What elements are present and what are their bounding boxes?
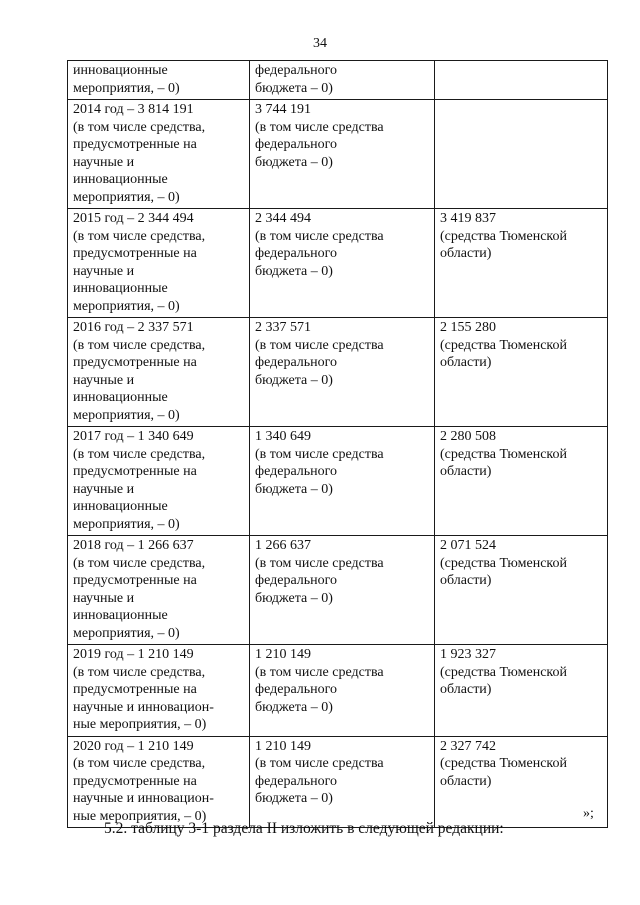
row-federal-cell: 1 210 149 (в том числе средства федерального бюджета – 0) xyxy=(250,645,435,737)
row-total-cell: 2019 год – 1 210 149 (в том числе средства, предусмотренные на научные и инновацион- ные мероприятия, – 0) xyxy=(68,645,250,737)
row-regional-cell: 1 923 327 (средства Тюменской области) xyxy=(435,645,608,737)
row-regional-cell xyxy=(435,100,608,209)
table-row xyxy=(68,645,608,737)
row-regional-cell xyxy=(435,61,608,100)
closing-quote-mark: »; xyxy=(583,806,594,821)
row-total-cell: 2016 год – 2 337 571 (в том числе средства, предусмотренные на научные и инновационные мероприятия, – 0) xyxy=(68,318,250,427)
row-federal-cell: 1 266 637 (в том числе средства федерального бюджета – 0) xyxy=(250,536,435,645)
row-regional-cell: 2 280 508 (средства Тюменской области) xyxy=(435,427,608,536)
budget-table xyxy=(67,60,608,828)
table-row xyxy=(68,427,608,536)
table-row xyxy=(68,318,608,427)
page-number: 34 xyxy=(313,36,327,51)
row-regional-cell: 2 071 524 (средства Тюменской области) xyxy=(435,536,608,645)
table-row xyxy=(68,61,608,100)
table-row xyxy=(68,209,608,318)
row-federal-cell: федерального бюджета – 0) xyxy=(250,61,435,100)
row-total-cell: 2015 год – 2 344 494 (в том числе средства, предусмотренные на научные и инновационные мероприятия, – 0) xyxy=(68,209,250,318)
row-federal-cell: 3 744 191 (в том числе средства федерального бюджета – 0) xyxy=(250,100,435,209)
row-federal-cell: 1 340 649 (в том числе средства федерального бюджета – 0) xyxy=(250,427,435,536)
table-row xyxy=(68,100,608,209)
table-row xyxy=(68,536,608,645)
row-total-cell: инновационные мероприятия, – 0) xyxy=(68,61,250,100)
row-total-cell: 2018 год – 1 266 637 (в том числе средства, предусмотренные на научные и инновационные мероприятия, – 0) xyxy=(68,536,250,645)
row-regional-cell: 3 419 837 (средства Тюменской области) xyxy=(435,209,608,318)
row-regional-cell: 2 327 742 (средства Тюменской области) xyxy=(435,736,608,828)
row-regional-cell: 2 155 280 (средства Тюменской области) xyxy=(435,318,608,427)
row-total-cell: 2020 год – 1 210 149 (в том числе средства, предусмотренные на научные и инновацион- ные мероприятия, – 0) xyxy=(68,736,250,828)
row-federal-cell: 2 344 494 (в том числе средства федерального бюджета – 0) xyxy=(250,209,435,318)
row-federal-cell: 2 337 571 (в том числе средства федерального бюджета – 0) xyxy=(250,318,435,427)
table-row xyxy=(68,736,608,828)
row-total-cell: 2014 год – 3 814 191 (в том числе средства, предусмотренные на научные и инновационные мероприятия, – 0) xyxy=(68,100,250,209)
row-federal-cell: 1 210 149 (в том числе средства федерального бюджета – 0) xyxy=(250,736,435,828)
row-total-cell: 2017 год – 1 340 649 (в том числе средства, предусмотренные на научные и инновационные мероприятия, – 0) xyxy=(68,427,250,536)
amendment-instruction: 5.2. таблицу 3-1 раздела II изложить в следующей редакции: xyxy=(104,820,504,837)
